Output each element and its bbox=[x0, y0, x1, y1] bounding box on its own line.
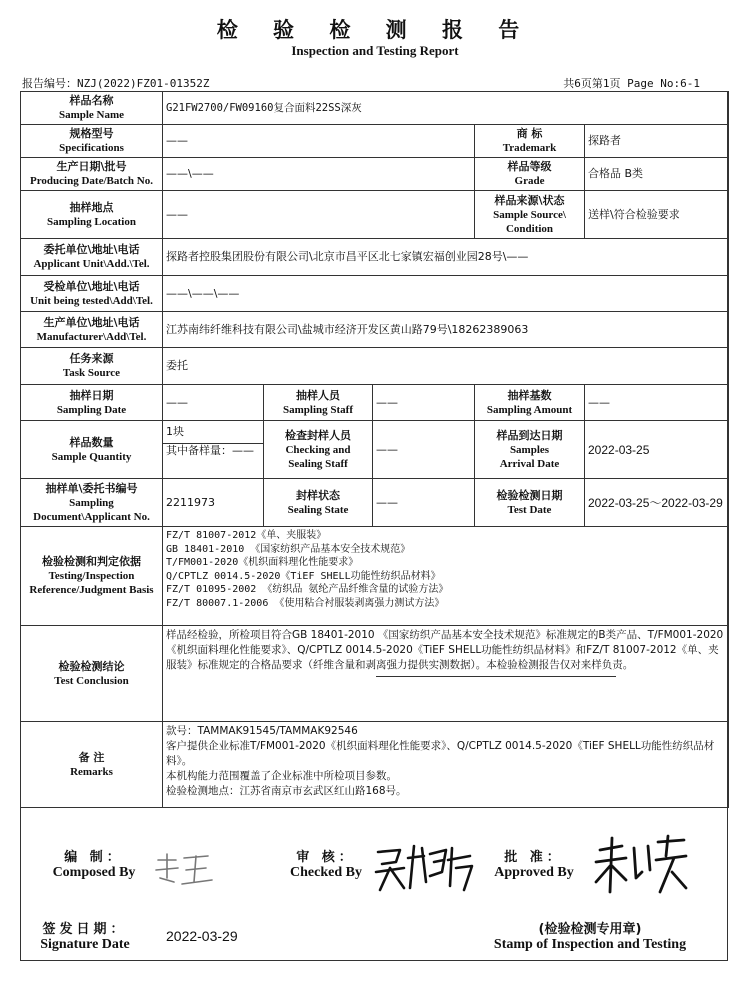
report-title: 检 验 检 测 报 告 bbox=[216, 17, 534, 42]
sample-name-value: G21FW2700/FW09160复合面料22SS深灰 bbox=[163, 92, 729, 125]
trademark-label: 商 标 Trademark bbox=[475, 125, 585, 158]
conclusion-label: 检验检测结论 Test Conclusion bbox=[21, 626, 163, 722]
stamp-block bbox=[470, 918, 710, 953]
conclusion-end-line bbox=[376, 676, 616, 677]
applicant-value: 探路者控股集团股份有限公司\北京市昌平区北七家镇宏福创业园28号\—— bbox=[163, 239, 729, 276]
row-basis bbox=[21, 527, 729, 626]
approved-by-label-zh: 批 准： bbox=[504, 850, 564, 865]
row-sampling-date bbox=[21, 385, 729, 421]
sampling-staff-label: 抽样人员 Sampling Staff bbox=[264, 385, 373, 421]
remarks-line: 检验检测地点：江苏省南京市玄武区红山路168号。 bbox=[166, 785, 407, 797]
sampling-location-label: 抽样地点 Sampling Location bbox=[21, 191, 163, 239]
basis-list bbox=[163, 527, 729, 626]
sampling-amount-value: —— bbox=[585, 385, 729, 421]
applicant-label: 委托单位\地址\电话 Applicant Unit\Add.\Tel. bbox=[21, 239, 163, 276]
sample-name-label: 样品名称 Sample Name bbox=[21, 92, 163, 125]
row-conclusion bbox=[21, 626, 729, 722]
trademark-value: 探路者 bbox=[585, 125, 729, 158]
approved-by-block bbox=[486, 846, 582, 881]
row-task-source bbox=[21, 348, 729, 385]
sample-quantity-count: 1块 bbox=[166, 425, 184, 438]
sampling-location-value: —— bbox=[163, 191, 475, 239]
sample-source-label: 样品来源\状态 Sample Source\ Condition bbox=[475, 191, 585, 239]
test-date-value: 2022-03-25～2022-03-29 bbox=[585, 479, 729, 527]
row-sample-quantity bbox=[21, 421, 729, 479]
sampling-doc-value: 2211973 bbox=[163, 479, 264, 527]
grade-value: 合格品 B类 bbox=[585, 158, 729, 191]
remarks-cell bbox=[163, 722, 729, 808]
basis-item: FZ/T 81007-2012《单、夹服装》 bbox=[166, 530, 327, 541]
row-sampling-location bbox=[21, 191, 729, 239]
checked-by-label-zh: 审 核： bbox=[296, 850, 356, 865]
composed-by-block bbox=[34, 846, 154, 881]
row-unit-tested bbox=[21, 276, 729, 312]
basis-item: FZ/T 80007.1-2006 《使用粘合衬服装剥离强力测试方法》 bbox=[166, 597, 445, 609]
specifications-label: 规格型号 Specifications bbox=[21, 125, 163, 158]
report-table bbox=[20, 91, 729, 808]
manufacturer-value: 江苏南纬纤维科技有限公司\盐城市经济开发区黄山路79号\18262389063 bbox=[163, 312, 729, 348]
sampling-staff-value: —— bbox=[373, 385, 475, 421]
report-subtitle: Inspection and Testing Report bbox=[291, 43, 459, 58]
sample-source-value: 送样\符合检验要求 bbox=[585, 191, 729, 239]
row-remarks bbox=[21, 722, 729, 808]
composed-by-signature bbox=[150, 848, 220, 888]
basis-item: FZ/T 01095-2002 《纺织品 氨纶产品纤维含量的试验方法》 bbox=[166, 584, 449, 595]
task-source-label: 任务来源 Task Source bbox=[21, 348, 163, 385]
remarks-line: 客户提供企业标准T/FM001-2020《机织面料理化性能要求》、Q/CPTLZ 0014.5-2020《TiEF SHELL功能性纺织品材料》。 bbox=[166, 740, 715, 767]
checked-by-label-en: Checked By bbox=[290, 865, 362, 880]
remarks-label: 备 注 Remarks bbox=[21, 722, 163, 808]
arrival-date-label: 样品到达日期 Samples Arrival Date bbox=[475, 421, 585, 479]
page-info: 共6页第1页 Page No:6-1 bbox=[563, 77, 700, 90]
approved-by-signature bbox=[592, 832, 692, 896]
arrival-date-value: 2022-03-25 bbox=[585, 421, 729, 479]
checked-by-signature bbox=[372, 838, 477, 896]
row-applicant bbox=[21, 239, 729, 276]
stamp-label-en: Stamp of Inspection and Testing bbox=[493, 937, 687, 952]
sealing-state-label: 封样状态 Sealing State bbox=[264, 479, 373, 527]
conclusion-text: 样品经检验，所检项目符合GB 18401-2010 《国家纺织产品基本安全技术规范》标准规定的B类产品、T/FM001-2020《机织面料理化性能要求》、Q/CPTLZ 0014.5-2020《TiEF SHELL功能性纺织品材料》和FZ/T 81007-2012《单、夹服装》标准规定的合格品要求（纤维含量和剥离强力提供实测数据）。本检验检测报告仅对来样负责。 bbox=[166, 629, 724, 671]
checked-by-block bbox=[278, 846, 374, 881]
unit-tested-label: 受检单位\地址\电话 Unit being tested\Add\Tel. bbox=[21, 276, 163, 312]
sampling-amount-label: 抽样基数 Sampling Amount bbox=[475, 385, 585, 421]
sampling-date-value: —— bbox=[163, 385, 264, 421]
sealing-state-value: —— bbox=[373, 479, 475, 527]
grade-label: 样品等级 Grade bbox=[475, 158, 585, 191]
report-number: 报告编号：NZJ(2022)FZ01-01352Z bbox=[22, 77, 210, 90]
sample-quantity-label: 样品数量 Sample Quantity bbox=[21, 421, 163, 479]
stamp-label-zh: (检验检测专用章) bbox=[538, 922, 642, 937]
composed-by-label-en: Composed By bbox=[52, 865, 136, 880]
checking-staff-label: 检查封样人员 Checking and Sealing Staff bbox=[264, 421, 373, 479]
sampling-date-label: 抽样日期 Sampling Date bbox=[21, 385, 163, 421]
row-sample-name bbox=[21, 92, 729, 125]
row-manufacturer bbox=[21, 312, 729, 348]
row-producing-date bbox=[21, 158, 729, 191]
basis-item: T/FM001-2020《机织面料理化性能要求》 bbox=[166, 557, 359, 568]
sample-quantity-value bbox=[163, 421, 264, 479]
remarks-line: 本机构能力范围覆盖了企业标准中所检项目参数。 bbox=[166, 770, 397, 782]
producing-date-label: 生产日期\批号 Producing Date/Batch No. bbox=[21, 158, 163, 191]
basis-item: Q/CPTLZ 0014.5-2020《TiEF SHELL功能性纺织品材料》 bbox=[166, 570, 441, 582]
specifications-value: —— bbox=[163, 125, 475, 158]
basis-label: 检验检测和判定依据 Testing/Inspection Reference/Judgment Basis bbox=[21, 527, 163, 626]
conclusion-cell bbox=[163, 626, 729, 722]
remarks-line: 款号：TAMMAK91545/TAMMAK92546 bbox=[166, 725, 358, 737]
sample-reserve-quantity: 其中备样量：—— bbox=[163, 443, 263, 458]
unit-tested-value: ——\——\—— bbox=[163, 276, 729, 312]
composed-by-label-zh: 编 制： bbox=[64, 850, 124, 865]
approved-by-label-en: Approved By bbox=[494, 865, 574, 880]
row-specifications bbox=[21, 125, 729, 158]
signature-date-block bbox=[30, 918, 140, 953]
manufacturer-label: 生产单位\地址\电话 Manufacturer\Add\Tel. bbox=[21, 312, 163, 348]
signature-date-value: 2022-03-29 bbox=[166, 928, 238, 944]
checking-staff-value: —— bbox=[373, 421, 475, 479]
sampling-doc-label: 抽样单\委托书编号 Sampling Document\Applicant No. bbox=[21, 479, 163, 527]
basis-item: GB 18401-2010 《国家纺织产品基本安全技术规范》 bbox=[166, 543, 411, 555]
signature-date-label-en: Signature Date bbox=[40, 937, 130, 952]
producing-date-value: ——\—— bbox=[163, 158, 475, 191]
signature-date-label-zh: 签发日期： bbox=[42, 922, 128, 937]
row-sampling-doc bbox=[21, 479, 729, 527]
task-source-value: 委托 bbox=[163, 348, 729, 385]
test-date-label: 检验检测日期 Test Date bbox=[475, 479, 585, 527]
